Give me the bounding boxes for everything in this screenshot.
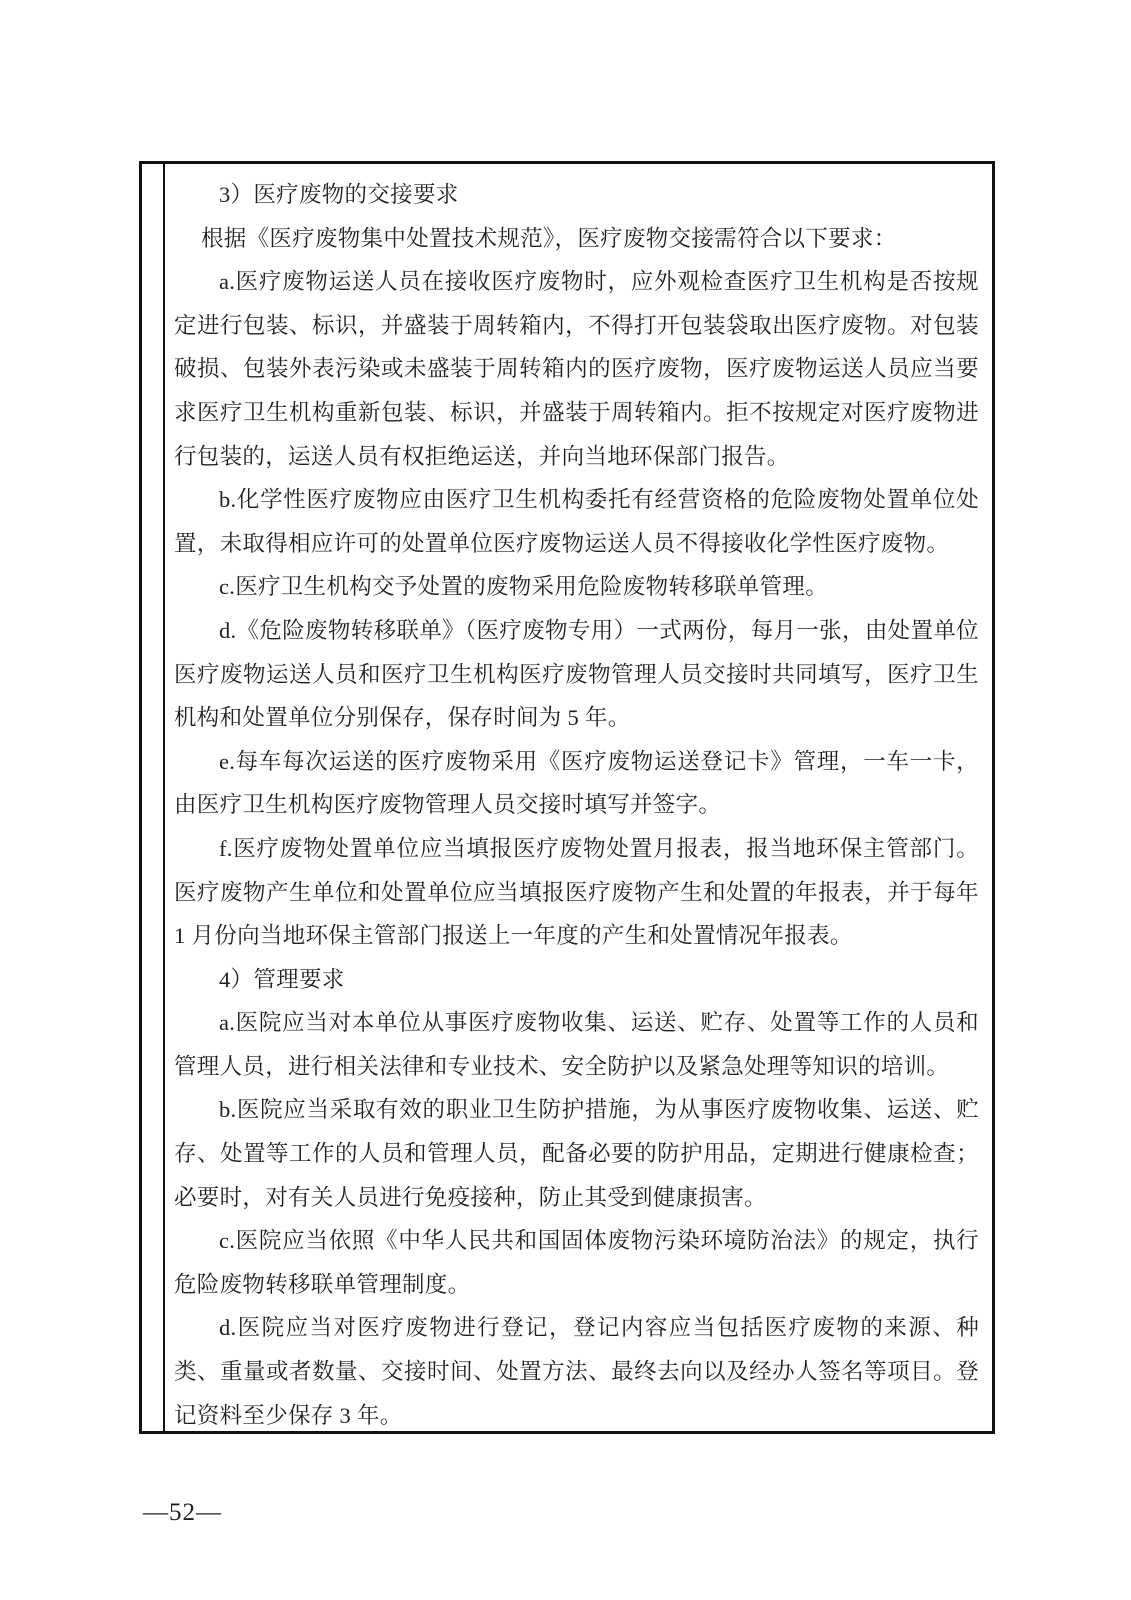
paragraph-sec3-heading: 3）医疗废物的交接要求: [219, 182, 459, 207]
table-left-column: [142, 164, 165, 1431]
paragraph-sec3-intro: 根据《医疗废物集中处置技术规范》，医疗废物交接需符合以下要求：: [201, 225, 897, 251]
paragraph-sec3-item-f: f.医疗废物处置单位应当填报医疗废物处置月报表，报当地环保主管部门。医疗废物产生单位和处置单位应当填报医疗废物产生和处置的年报表，并于每年 1 月份向当地环保主管部门报送上一年度的产生和处置情况年报表。: [174, 835, 979, 949]
paragraph-sec3-item-b: b.化学性医疗废物应由医疗卫生机构委托有经营资格的危险废物处置单位处置，未取得相应许可的处置单位医疗废物运送人员不得接收化学性医疗废物。: [174, 487, 979, 556]
paragraph-sec4-item-b: b.医院应当采取有效的职业卫生防护措施，为从事医疗废物收集、运送、贮存、处置等工作的人员和管理人员，配备必要的防护用品，定期进行健康检查；必要时，对有关人员进行免疫接种，防止其受到健康损害。: [174, 1097, 979, 1210]
content-area: [165, 164, 992, 1431]
paragraph-sec4-heading: 4）管理要求: [219, 966, 345, 992]
paragraph-sec4-item-d: d.医院应当对医疗废物进行登记，登记内容应当包括医疗废物的来源、种类、重量或者数量、交接时间、处置方法、最终去向以及经办人签名等项目。登记资料至少保存 3 年。: [174, 1315, 979, 1428]
paragraph-sec4-item-c: c.医院应当依照《中华人民共和国固体废物污染环境防治法》的规定，执行危险废物转移联单管理制度。: [174, 1228, 979, 1297]
paragraph-sec4-item-a: a.医院应当对本单位从事医疗废物收集、运送、贮存、处置等工作的人员和管理人员，进行相关法律和专业技术、安全防护以及紧急处理等知识的培训。: [174, 1010, 979, 1079]
paragraph-sec3-item-e: e.每车每次运送的医疗废物采用《医疗废物运送登记卡》管理，一车一卡，由医疗卫生机构医疗废物管理人员交接时填写并签字。: [174, 748, 979, 818]
paragraph-sec3-item-c: c.医疗卫生机构交予处置的废物采用危险废物转移联单管理。: [219, 574, 829, 600]
page-number: —52—: [143, 1499, 222, 1526]
table-border-box: [139, 161, 995, 1434]
paragraph-sec3-item-d: d.《危险废物转移联单》（医疗废物专用）一式两份，每月一张，由处置单位医疗废物运送人员和医疗卫生机构医疗废物管理人员交接时共同填写，医疗卫生机构和处置单位分别保存，保存时间为 5 年。: [174, 617, 979, 731]
paragraph-sec3-item-a: a.医疗废物运送人员在接收医疗废物时，应外观检查医疗卫生机构是否按规定进行包装、标识，并盛装于周转箱内，不得打开包装袋取出医疗废物。对包装破损、包装外表污染或未盛装于周转箱内的医疗废物，医疗废物运送人员应当要求医疗卫生机构重新包装、标识，并盛装于周转箱内。拒不按规定对医疗废物进行包装的，运送人员有权拒绝运送，并向当地环保部门报告。: [174, 269, 979, 469]
